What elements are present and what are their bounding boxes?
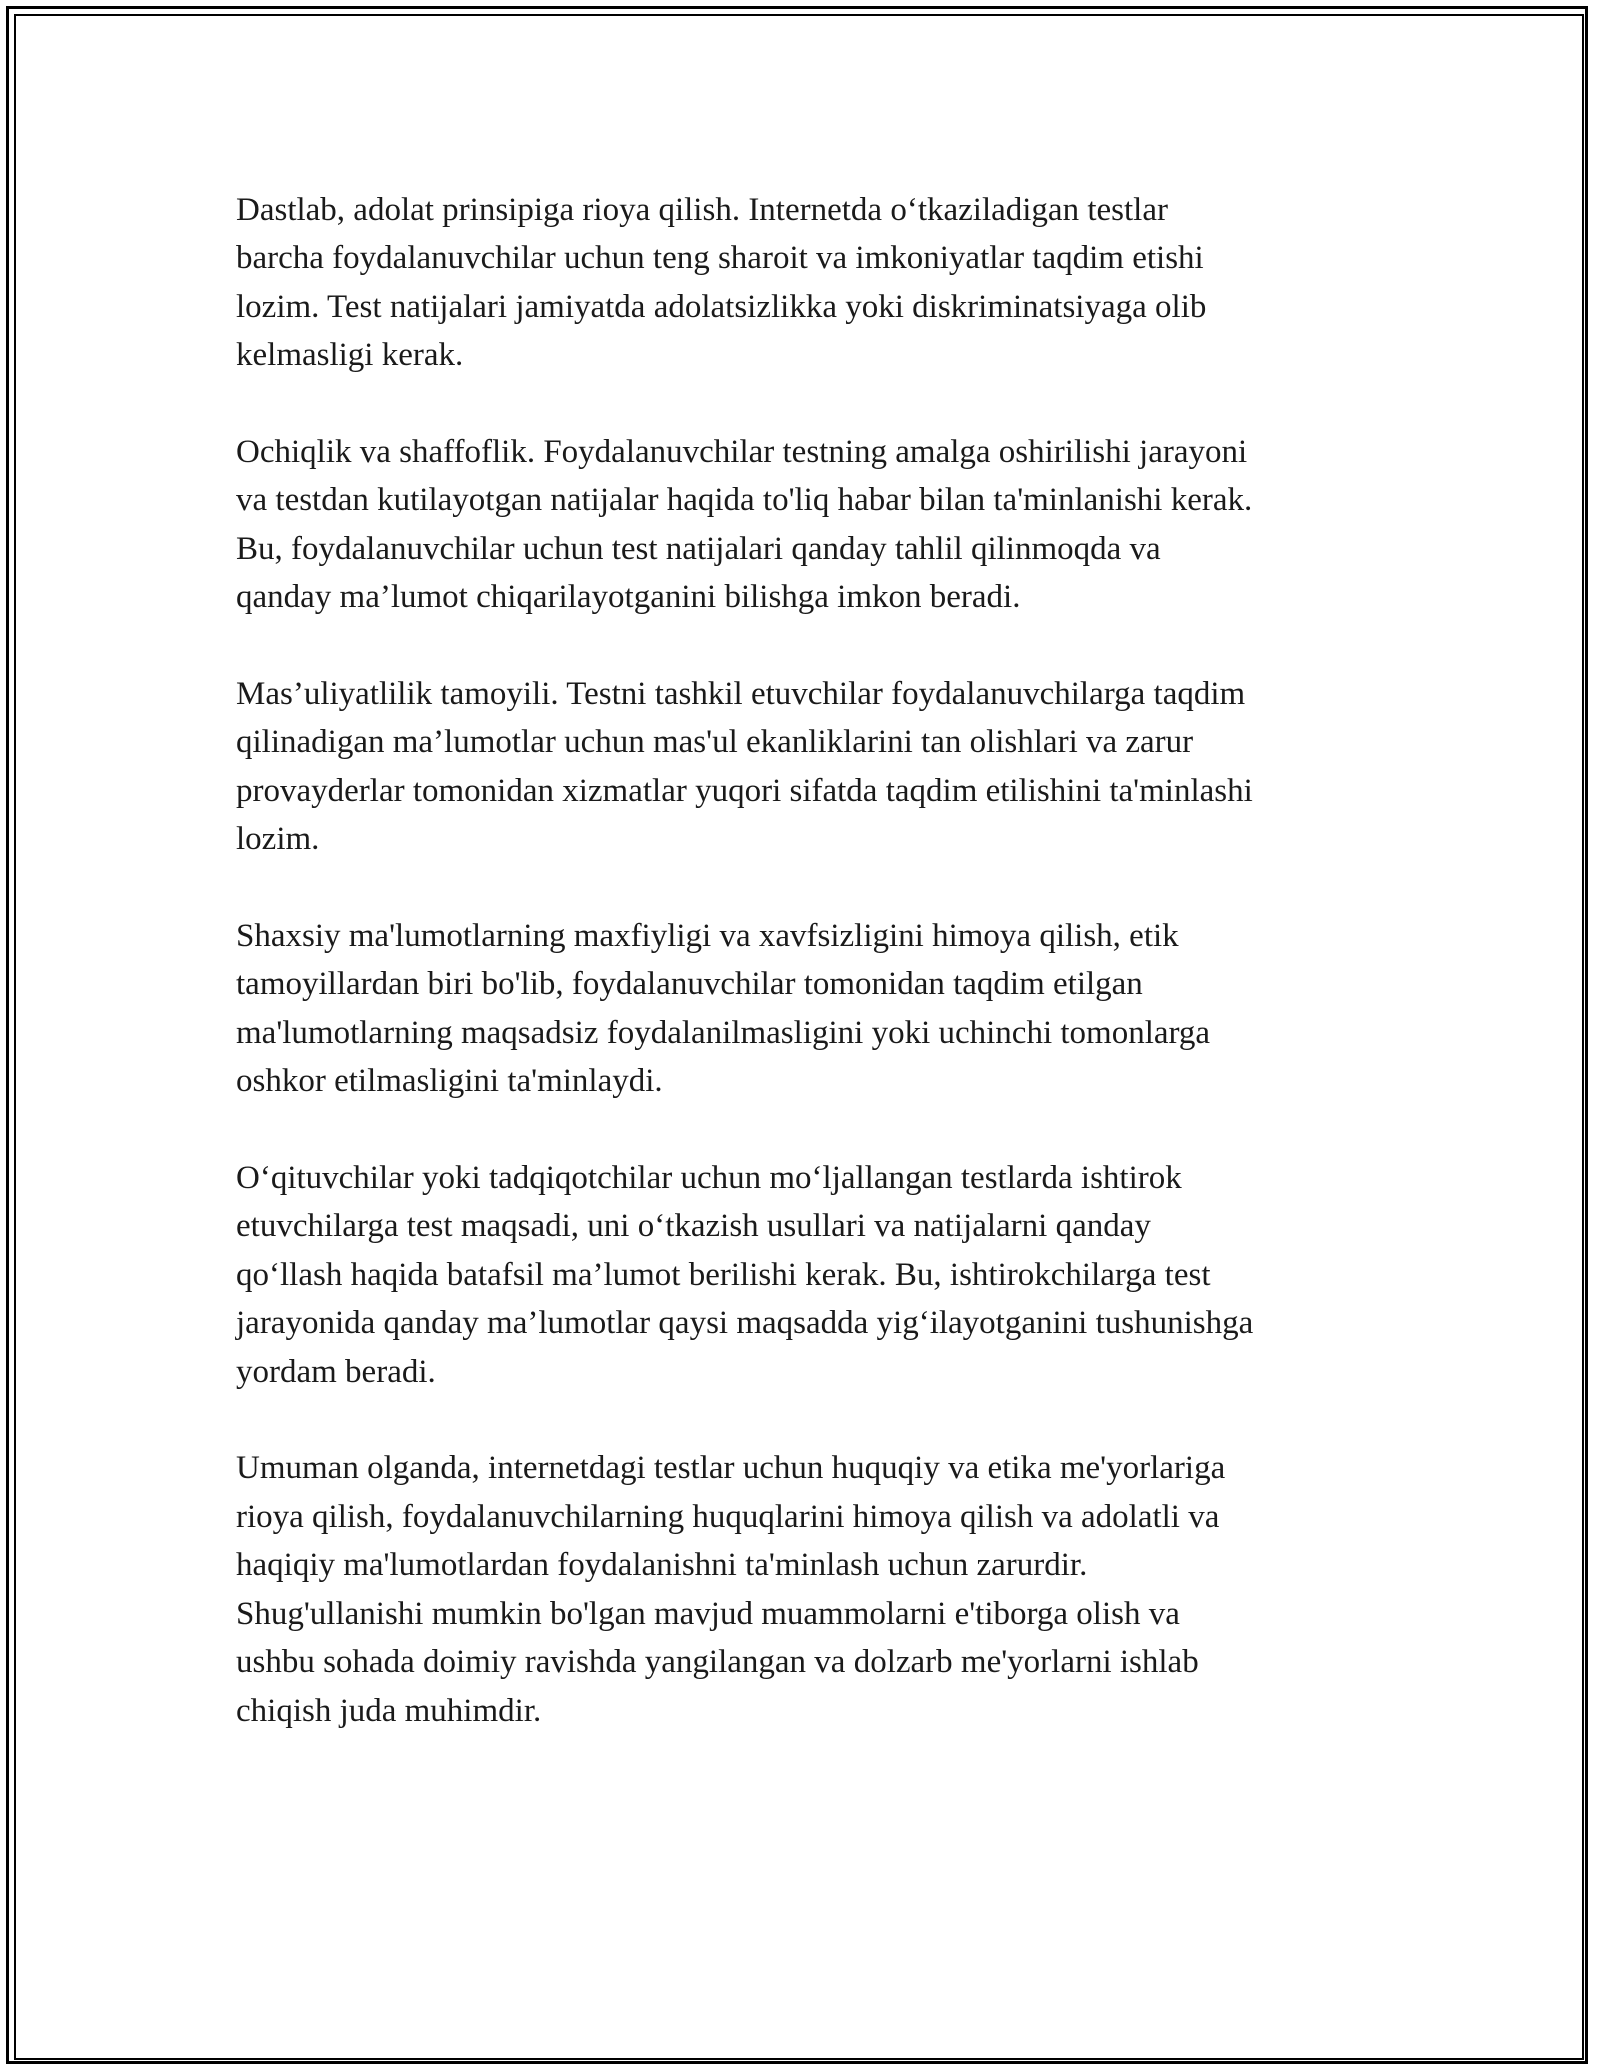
text-line: qanday ma’lumot chiqarilayotganini bilishga imkon beradi. [236, 579, 1021, 616]
paragraph-informed-participants [236, 1154, 1386, 1396]
paragraph-responsibility [236, 670, 1386, 864]
text-line: etuvchilarga test maqsadi, uni o‘tkazish usullari va natijalarni qanday [236, 1208, 1151, 1245]
text-line: Umuman olganda, internetdagi testlar uchun huquqiy va etika me'yorlariga [236, 1450, 1226, 1487]
text-line: oshkor etilmasligini ta'minlaydi. [236, 1063, 663, 1100]
text-line: O‘qituvchilar yoki tadqiqotchilar uchun mo‘ljallangan testlarda ishtirok [236, 1160, 1182, 1197]
text-line: ma'lumotlarning maqsadsiz foydalanilmasligini yoki uchinchi tomonlarga [236, 1014, 1211, 1051]
text-line: jarayonida qanday ma’lumotlar qaysi maqsadda yig‘ilayotganini tushunishga [236, 1305, 1254, 1342]
paragraph-conclusion [236, 1444, 1386, 1734]
paragraph-privacy [236, 912, 1386, 1106]
text-line: Shaxsiy ma'lumotlarning maxfiyligi va xavfsizligini himoya qilish, etik [236, 918, 1179, 955]
text-line: Ochiqlik va shaffoflik. Foydalanuvchilar testning amalga oshirilishi jarayoni [236, 434, 1248, 471]
text-line: rioya qilish, foydalanuvchilarning huquqlarini himoya qilish va adolatli va [236, 1498, 1220, 1535]
text-line: haqiqiy ma'lumotlardan foydalanishni ta'minlash uchun zarurdir. [236, 1547, 1088, 1584]
text-line: Bu, foydalanuvchilar uchun test natijalari qanday tahlil qilinmoqda va [236, 530, 1161, 567]
text-line: Shug'ullanishi mumkin bo'lgan mavjud muammolarni e'tiborga olish va [236, 1595, 1180, 1632]
paragraph-transparency [236, 428, 1386, 622]
text-line: provayderlar tomonidan xizmatlar yuqori sifatda taqdim etilishini ta'minlashi [236, 772, 1253, 809]
text-line: va testdan kutilayotgan natijalar haqida to'liq habar bilan ta'minlanishi kerak. [236, 482, 1253, 519]
text-line: qo‘llash haqida batafsil ma’lumot berilishi kerak. Bu, ishtirokchilarga test [236, 1256, 1211, 1293]
text-line: lozim. Test natijalari jamiyatda adolatsizlikka yoki diskriminatsiyaga olib [236, 288, 1207, 325]
text-line: chiqish juda muhimdir. [236, 1692, 542, 1729]
text-line: Dastlab, adolat prinsipiga rioya qilish. Internetda o‘tkaziladigan testlar [236, 192, 1168, 228]
text-line: kelmasligi kerak. [236, 337, 464, 374]
document-body [236, 186, 1386, 1783]
text-line: lozim. [236, 821, 320, 858]
text-line: qilinadigan ma’lumotlar uchun mas'ul ekanliklarini tan olishlari va zarur [236, 724, 1194, 761]
text-line: ushbu sohada doimiy ravishda yangilangan va dolzarb me'yorlarni ishlab [236, 1644, 1199, 1681]
text-line: Mas’uliyatlilik tamoyili. Testni tashkil etuvchilar foydalanuvchilarga taqdim [236, 676, 1246, 713]
text-line: barcha foydalanuvchilar uchun teng sharoit va imkoniyatlar taqdim etishi [236, 240, 1204, 277]
text-line: tamoyillardan biri bo'lib, foydalanuvchilar tomonidan taqdim etilgan [236, 966, 1143, 1003]
paragraph-fairness [236, 186, 1386, 380]
text-line: yordam beradi. [236, 1353, 436, 1390]
